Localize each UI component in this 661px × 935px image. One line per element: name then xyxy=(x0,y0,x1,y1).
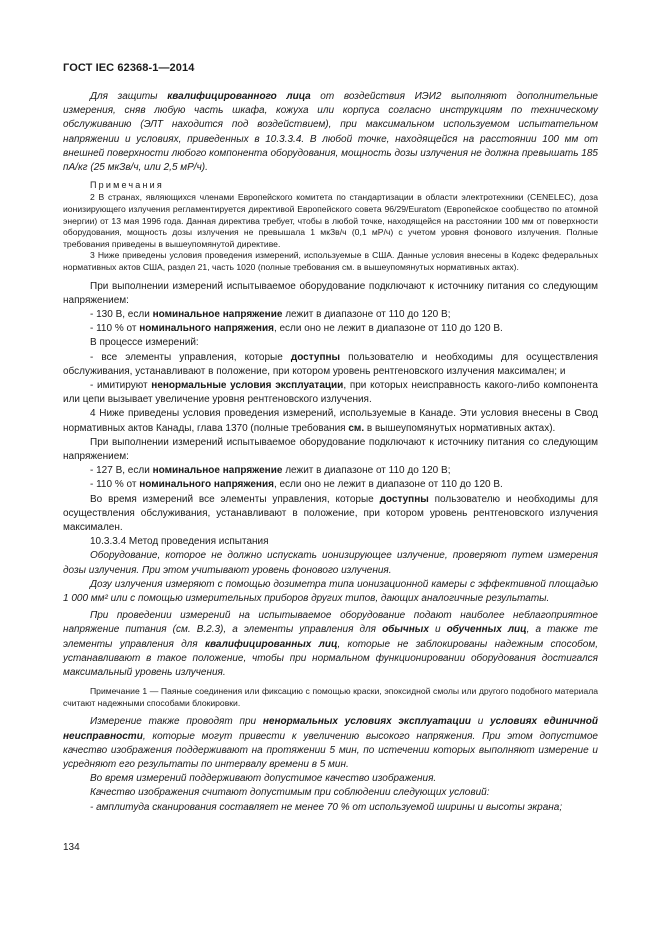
document-header: ГОСТ IEC 62368-1—2014 xyxy=(63,62,195,74)
paragraph-abnormal-conditions: Измерение также проводят при ненормальных условиях эксплуатации и условиях единичной неисправности, которые могут привести к увеличению высокого напряжения. При этом допустимое качество изображения поддерживают на протяжении 5 мин, по истечении которых выполняют измерение и усредняют его результаты по интервалу времени в 5 мин. xyxy=(63,716,598,771)
paragraph-canada-controls: Во время измерений все элементы управления, которые доступны пользователю и необходимы для осуществления обслуживания, устанавливают в положение, при котором уровень рентгеновского излучения максимален. xyxy=(63,493,598,534)
list-item-usa-110pct: - 110 % от номинального напряжения, если оно не лежит в диапазоне от 110 до 120 В. xyxy=(90,323,503,335)
list-item-scan-amplitude: - амплитуда сканирования составляет не менее 70 % от используемой ширины и высоты экрана; xyxy=(90,801,563,813)
list-item-usa-130v: - 130 В, если номинальное напряжение лежит в диапазоне от 110 до 120 В; xyxy=(90,308,451,320)
defined-term: обученных лиц xyxy=(446,624,527,636)
defined-term: номинальное напряжение xyxy=(152,308,283,320)
defined-term: номинальное напряжение xyxy=(152,465,283,477)
paragraph-dosimeter: Дозу излучения измеряют с помощью дозиметра типа ионизационной камеры с эффективной площадью 1 000 мм² или с помощью измерительных приборов других типов, дающих аналогичные результаты. xyxy=(63,578,598,605)
defined-term: см. xyxy=(348,422,365,434)
paragraph-quality-conditions: Качество изображения считают допустимым при соблюдении следующих условий: xyxy=(90,787,490,799)
paragraph-image-quality: Во время измерений поддерживают допустимое качество изображения. xyxy=(90,773,437,785)
defined-term: квалифицированного лица xyxy=(167,91,311,102)
paragraph-canada: 4 Ниже приведены условия проведения измерений, используемые в Канаде. Эти условия внесены в Свод нормативных актов Канады, глава 1370 (полные требования см. в вышеупомянутых нормативных актах). xyxy=(63,408,598,434)
section-heading-test-method: 10.3.3.4 Метод проведения испытания xyxy=(90,536,269,548)
defined-term: обычных xyxy=(382,624,429,636)
defined-term: доступны xyxy=(290,351,341,363)
note-1-locking: Примечание 1 — Паяные соединения или фиксацию с помощью краски, эпоксидной смолы или другого подобного материала считают надежными способами блокировки. xyxy=(63,686,598,708)
defined-term: квалифицированных лиц xyxy=(204,638,338,650)
paragraph-canada-supply: При выполнении измерений испытываемое оборудование подключают к источнику питания со следующим напряжением: xyxy=(63,436,598,463)
defined-term: ненормальных условиях эксплуатации xyxy=(262,716,472,728)
note-3-usa: 3 Ниже приведены условия проведения измерений, используемые в США. Данные условия внесены в Кодекс федеральных нормативных актов США, раздел 21, часть 1020 (полные требования см. в вышеупомянутых нормативных актах). xyxy=(63,250,598,272)
paragraph-test-method: Оборудование, которое не должно испускать ионизирующее излучение, проверяют путем измерения дозы излучения. При этом учитывают уровень фонового излучения. xyxy=(63,550,598,576)
note-2-cenelec: 2 В странах, являющихся членами Европейского комитета по стандартизации в области электротехники (CENELEC), доза ионизирующего излучения регламентируется директивой Европейского совета 96/29/Euratom (Европейское сообщество по атомной энергии) от 13 мая 1996 года. Данная директива требует, чтобы в любой точке, находящейся на расстоянии 100 мм от поверхности оборудования, мощность дозы излучения не превышала 1 мкЗв/ч (0,1 мР/ч) с учетом уровня фонового излучения. Полные требования приведены в вышеупомянутой директиве. xyxy=(63,192,598,249)
list-item-canada-127v: - 127 В, если номинальное напряжение лежит в диапазоне от 110 до 120 В; xyxy=(90,465,451,477)
defined-term: условиях единичной неисправности xyxy=(63,716,598,742)
list-item-controls: - все элементы управления, которые доступны пользователю и необходимы для осуществления обслуживания, устанавливают в положение, при котором уровень рентгеновского излучения максимален; и xyxy=(63,351,598,377)
paragraph-qualified-person: Для защиты квалифицированного лица от воздействия ИЭИ2 выполняют дополнительные измерения, сняв любую часть шкафа, кожуха или корпуса согласно инструкциям по техническому обслуживанию (ЭЛТ находится под воздействием), при максимальном используемом испытательном напряжении и условиях, приведенных в 10.3.3.4. В любой точке, находящейся на расстоянии 100 мм от внешней поверхности любого компонента оборудования, мощность дозы излучения не должна превышать 185 пА/кг (25 мкЗв/ч, или 2,5 мР/ч). xyxy=(63,91,598,174)
paragraph-unfavourable-voltage: При проведении измерений на испытываемое оборудование подают наиболее неблагоприятное напряжение питания (см. В.2.3), а элементы управления для обычных и обученных лиц, а также те элементы управления для квалифицированных лиц, которые не заблокированы надежным способом, устанавливают в такое положение, чтобы при нормальном функционировании оборудования достигался максимальный уровень излучения. xyxy=(63,610,598,679)
defined-term: номинального напряжения xyxy=(139,323,274,335)
defined-term: доступны xyxy=(379,493,429,505)
paragraph-usa-supply: При выполнении измерений испытываемое оборудование подключают к источнику питания со следующим напряжением: xyxy=(63,280,598,306)
list-item-abnormal: - имитируют ненормальные условия эксплуатации, при которых неисправность какого-либо компонента или цепи вызывает увеличение уровня рентгеновского излучения. xyxy=(63,380,598,406)
page-content xyxy=(63,90,598,815)
paragraph-during-measurement: В процессе измерений: xyxy=(90,337,199,349)
page-number: 134 xyxy=(63,842,80,853)
defined-term: ненормальные условия эксплуатации xyxy=(151,380,344,391)
defined-term: номинального напряжения xyxy=(139,479,274,491)
list-item-canada-110pct: - 110 % от номинального напряжения, если оно не лежит в диапазоне от 110 до 120 В. xyxy=(90,479,503,491)
notes-heading: Примечания xyxy=(90,180,164,191)
